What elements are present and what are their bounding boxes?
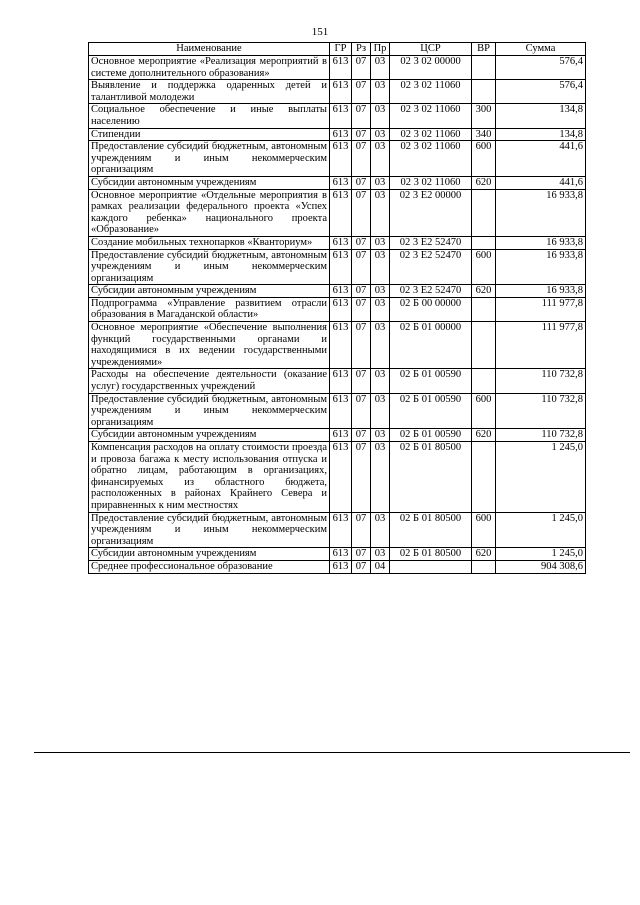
cell-rz: 07 xyxy=(352,80,371,104)
cell-sum: 110 732,8 xyxy=(496,393,586,429)
cell-gr: 613 xyxy=(330,297,352,321)
cell-gr: 613 xyxy=(330,141,352,177)
cell-sum: 110 732,8 xyxy=(496,429,586,442)
table-row xyxy=(89,189,586,236)
header-sum: Сумма xyxy=(496,43,586,56)
cell-name: Основное мероприятие «Обеспечение выполнения функций государственными органами и находящимися в их ведении государственными учреждениями» xyxy=(89,322,330,369)
cell-gr: 613 xyxy=(330,512,352,548)
cell-vr: 340 xyxy=(472,128,496,141)
table-row xyxy=(89,369,586,393)
table-header-row xyxy=(89,43,586,56)
cell-gr: 613 xyxy=(330,322,352,369)
cell-pr: 03 xyxy=(371,249,390,285)
cell-rz: 07 xyxy=(352,176,371,189)
table-row xyxy=(89,104,586,128)
table-row xyxy=(89,249,586,285)
table-row xyxy=(89,176,586,189)
cell-sum: 441,6 xyxy=(496,141,586,177)
cell-gr: 613 xyxy=(330,548,352,561)
cell-vr xyxy=(472,80,496,104)
cell-vr: 620 xyxy=(472,176,496,189)
cell-rz: 07 xyxy=(352,141,371,177)
cell-vr: 600 xyxy=(472,512,496,548)
cell-rz: 07 xyxy=(352,285,371,298)
cell-sum: 1 245,0 xyxy=(496,548,586,561)
budget-table xyxy=(88,42,586,574)
cell-vr: 620 xyxy=(472,548,496,561)
cell-gr: 613 xyxy=(330,560,352,573)
cell-name: Субсидии автономным учреждениям xyxy=(89,548,330,561)
cell-pr: 03 xyxy=(371,548,390,561)
cell-rz: 07 xyxy=(352,56,371,80)
cell-gr: 613 xyxy=(330,176,352,189)
table-row xyxy=(89,236,586,249)
table-row xyxy=(89,128,586,141)
page-number: 151 xyxy=(311,26,329,38)
cell-name: Стипендии xyxy=(89,128,330,141)
cell-gr: 613 xyxy=(330,189,352,236)
cell-pr: 03 xyxy=(371,393,390,429)
cell-sum: 111 977,8 xyxy=(496,297,586,321)
table-row xyxy=(89,429,586,442)
cell-pr: 03 xyxy=(371,297,390,321)
cell-vr xyxy=(472,297,496,321)
table-row xyxy=(89,297,586,321)
cell-sum: 441,6 xyxy=(496,176,586,189)
cell-csr: 02 Б 01 00000 xyxy=(390,322,472,369)
cell-gr: 613 xyxy=(330,429,352,442)
cell-name: Среднее профессиональное образование xyxy=(89,560,330,573)
cell-rz: 07 xyxy=(352,236,371,249)
cell-name: Подпрограмма «Управление развитием отрасли образования в Магаданской области» xyxy=(89,297,330,321)
cell-csr: 02 3 02 11060 xyxy=(390,80,472,104)
cell-csr: 02 Б 00 00000 xyxy=(390,297,472,321)
table-row xyxy=(89,393,586,429)
cell-pr: 03 xyxy=(371,285,390,298)
cell-csr: 02 Б 01 80500 xyxy=(390,442,472,513)
cell-name: Основное мероприятие «Отдельные мероприятия в рамках реализации федерального проекта «Успех каждого ребенка» национального проекта «Образование» xyxy=(89,189,330,236)
cell-sum: 134,8 xyxy=(496,104,586,128)
cell-vr: 600 xyxy=(472,249,496,285)
cell-pr: 03 xyxy=(371,56,390,80)
cell-name: Субсидии автономным учреждениям xyxy=(89,176,330,189)
cell-sum: 1 245,0 xyxy=(496,442,586,513)
cell-name: Предоставление субсидий бюджетным, автономным учреждениям и иным некоммерческим организациям xyxy=(89,512,330,548)
cell-csr: 02 Б 01 00590 xyxy=(390,369,472,393)
cell-csr: 02 3 02 11060 xyxy=(390,176,472,189)
cell-vr: 600 xyxy=(472,393,496,429)
cell-vr xyxy=(472,56,496,80)
table-row xyxy=(89,548,586,561)
cell-vr: 620 xyxy=(472,429,496,442)
cell-name: Субсидии автономным учреждениям xyxy=(89,429,330,442)
cell-vr xyxy=(472,236,496,249)
cell-pr: 03 xyxy=(371,128,390,141)
cell-csr: 02 3 02 11060 xyxy=(390,128,472,141)
header-vr: ВР xyxy=(472,43,496,56)
cell-pr: 03 xyxy=(371,104,390,128)
cell-rz: 07 xyxy=(352,128,371,141)
cell-sum: 134,8 xyxy=(496,128,586,141)
cell-csr: 02 Б 01 00590 xyxy=(390,429,472,442)
header-csr: ЦСР xyxy=(390,43,472,56)
header-rz: Рз xyxy=(352,43,371,56)
cell-vr xyxy=(472,189,496,236)
cell-name: Компенсация расходов на оплату стоимости проезда и провоза багажа к месту использования отпуска и обратно лицам, работающим в организациях, финансируемых из областного бюджета, расположенных в районах Крайнего Севера и приравненных к ним местностях xyxy=(89,442,330,513)
header-gr: ГР xyxy=(330,43,352,56)
cell-pr: 03 xyxy=(371,369,390,393)
cell-pr: 04 xyxy=(371,560,390,573)
cell-sum: 576,4 xyxy=(496,56,586,80)
cell-sum: 16 933,8 xyxy=(496,236,586,249)
cell-csr: 02 3 Е2 52470 xyxy=(390,285,472,298)
cell-pr: 03 xyxy=(371,236,390,249)
table-row xyxy=(89,560,586,573)
cell-sum: 1 245,0 xyxy=(496,512,586,548)
cell-rz: 07 xyxy=(352,104,371,128)
table-row xyxy=(89,141,586,177)
cell-csr: 02 Б 01 80500 xyxy=(390,548,472,561)
cell-rz: 07 xyxy=(352,442,371,513)
cell-pr: 03 xyxy=(371,442,390,513)
cell-csr: 02 3 02 11060 xyxy=(390,141,472,177)
cell-pr: 03 xyxy=(371,189,390,236)
cell-name: Выявление и поддержка одаренных детей и талантливой молодежи xyxy=(89,80,330,104)
cell-gr: 613 xyxy=(330,104,352,128)
cell-name: Основное мероприятие «Реализация мероприятий в системе дополнительного образования» xyxy=(89,56,330,80)
cell-rz: 07 xyxy=(352,512,371,548)
cell-vr xyxy=(472,322,496,369)
header-pr: Пр xyxy=(371,43,390,56)
table-row xyxy=(89,80,586,104)
cell-rz: 07 xyxy=(352,297,371,321)
cell-gr: 613 xyxy=(330,80,352,104)
cell-rz: 07 xyxy=(352,189,371,236)
cell-gr: 613 xyxy=(330,249,352,285)
cell-csr: 02 3 02 00000 xyxy=(390,56,472,80)
cell-name: Создание мобильных технопарков «Кванториум» xyxy=(89,236,330,249)
cell-rz: 07 xyxy=(352,560,371,573)
cell-sum: 110 732,8 xyxy=(496,369,586,393)
cell-pr: 03 xyxy=(371,141,390,177)
table-row xyxy=(89,322,586,369)
cell-rz: 07 xyxy=(352,429,371,442)
cell-gr: 613 xyxy=(330,128,352,141)
cell-vr: 600 xyxy=(472,141,496,177)
cell-csr: 02 3 Е2 52470 xyxy=(390,249,472,285)
cell-pr: 03 xyxy=(371,322,390,369)
table-body xyxy=(89,56,586,574)
table-row xyxy=(89,442,586,513)
cell-sum: 576,4 xyxy=(496,80,586,104)
cell-rz: 07 xyxy=(352,369,371,393)
table-row xyxy=(89,285,586,298)
cell-csr: 02 3 Е2 52470 xyxy=(390,236,472,249)
header-name: Наименование xyxy=(89,43,330,56)
cell-gr: 613 xyxy=(330,369,352,393)
cell-csr xyxy=(390,560,472,573)
cell-pr: 03 xyxy=(371,80,390,104)
cell-gr: 613 xyxy=(330,285,352,298)
cell-csr: 02 3 02 11060 xyxy=(390,104,472,128)
cell-gr: 613 xyxy=(330,236,352,249)
cell-rz: 07 xyxy=(352,548,371,561)
cell-vr xyxy=(472,560,496,573)
cell-csr: 02 Б 01 80500 xyxy=(390,512,472,548)
cell-rz: 07 xyxy=(352,322,371,369)
cell-gr: 613 xyxy=(330,56,352,80)
cell-gr: 613 xyxy=(330,393,352,429)
cell-vr xyxy=(472,442,496,513)
cell-name: Предоставление субсидий бюджетным, автономным учреждениям и иным некоммерческим организациям xyxy=(89,141,330,177)
cell-csr: 02 3 Е2 00000 xyxy=(390,189,472,236)
cell-sum: 16 933,8 xyxy=(496,189,586,236)
cell-pr: 03 xyxy=(371,429,390,442)
cell-gr: 613 xyxy=(330,442,352,513)
table-row xyxy=(89,56,586,80)
cell-csr: 02 Б 01 00590 xyxy=(390,393,472,429)
cell-name: Социальное обеспечение и иные выплаты населению xyxy=(89,104,330,128)
cell-name: Расходы на обеспечение деятельности (оказание услуг) государственных учреждений xyxy=(89,369,330,393)
cell-pr: 03 xyxy=(371,176,390,189)
page-divider-line xyxy=(34,752,630,753)
cell-name: Субсидии автономным учреждениям xyxy=(89,285,330,298)
cell-name: Предоставление субсидий бюджетным, автономным учреждениям и иным некоммерческим организациям xyxy=(89,393,330,429)
cell-vr xyxy=(472,369,496,393)
table-row xyxy=(89,512,586,548)
cell-name: Предоставление субсидий бюджетным, автономным учреждениям и иным некоммерческим организациям xyxy=(89,249,330,285)
cell-pr: 03 xyxy=(371,512,390,548)
cell-rz: 07 xyxy=(352,393,371,429)
cell-sum: 111 977,8 xyxy=(496,322,586,369)
cell-vr: 300 xyxy=(472,104,496,128)
cell-sum: 16 933,8 xyxy=(496,249,586,285)
cell-sum: 16 933,8 xyxy=(496,285,586,298)
cell-vr: 620 xyxy=(472,285,496,298)
cell-sum: 904 308,6 xyxy=(496,560,586,573)
cell-rz: 07 xyxy=(352,249,371,285)
